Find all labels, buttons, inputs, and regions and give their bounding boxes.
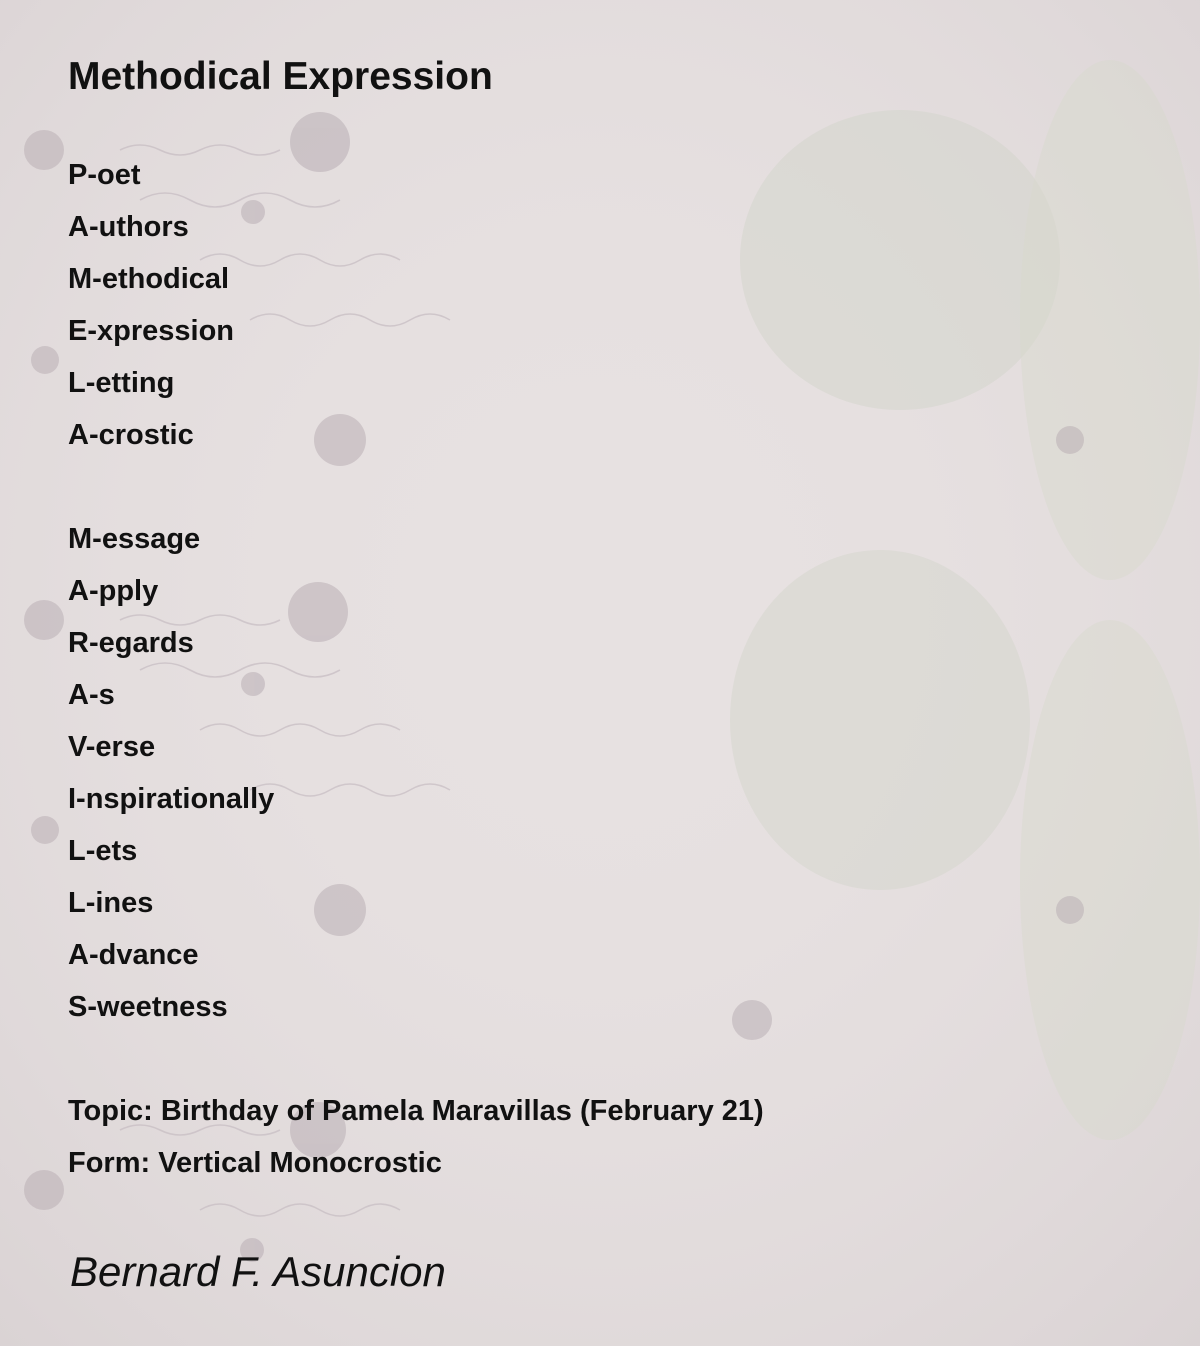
poem-line: E-xpression: [68, 315, 234, 347]
poem-line: L-ines: [68, 887, 154, 919]
poem-author: Bernard F. Asuncion: [70, 1248, 446, 1295]
poem-line: A-dvance: [68, 939, 199, 971]
poem-title: Methodical Expression: [68, 55, 493, 98]
poem-line: R-egards: [68, 627, 194, 659]
poem-line: P-oet: [68, 159, 141, 191]
poem-line: M-ethodical: [68, 263, 230, 295]
poem-line: L-ets: [68, 835, 138, 867]
poem-line: M-essage: [68, 523, 201, 555]
poem-form: Form: Vertical Monocrostic: [68, 1147, 442, 1179]
poem-meta: [68, 1085, 764, 1189]
poem-line: A-crostic: [68, 419, 194, 451]
poem-line: I-nspirationally: [68, 783, 275, 815]
poem-line: L-etting: [68, 367, 175, 399]
poem-line: A-s: [68, 679, 115, 711]
poem-topic: Topic: Birthday of Pamela Maravillas (February 21): [68, 1095, 764, 1127]
stanza-1: [68, 149, 234, 461]
poem-line: A-uthors: [68, 211, 189, 243]
poem-line: A-pply: [68, 575, 159, 607]
poem-line: V-erse: [68, 731, 156, 763]
stanza-2: [68, 513, 274, 1033]
poem-line: S-weetness: [68, 991, 228, 1023]
